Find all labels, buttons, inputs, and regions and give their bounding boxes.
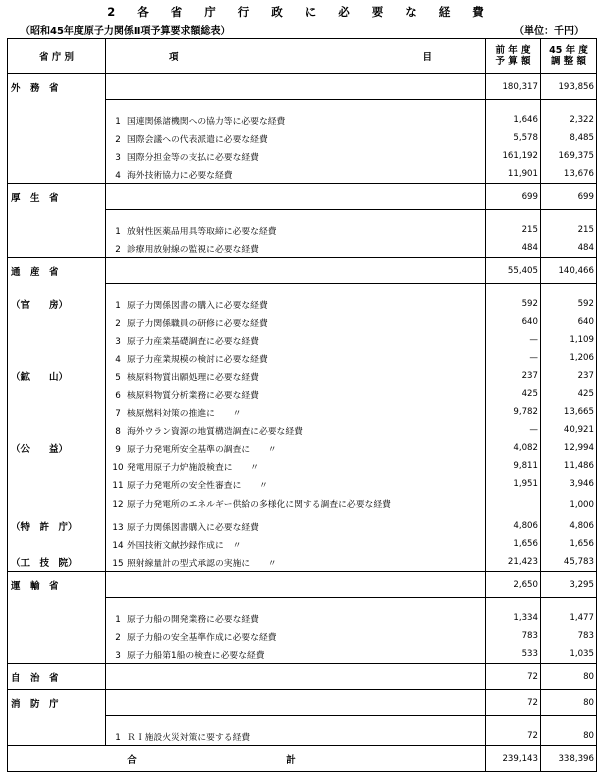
total-request: 338,396: [541, 746, 597, 772]
ministry-name: 厚 生 省: [8, 184, 106, 210]
item-row: [8, 645, 597, 664]
item-row: [8, 457, 597, 475]
item-row: [8, 239, 597, 258]
item-prev-budget: 237: [486, 367, 541, 385]
item-row: [8, 295, 597, 313]
ministry-prev-total: 72: [486, 690, 541, 716]
bureau-label: [8, 609, 106, 627]
item-prev-budget: 215: [486, 221, 541, 239]
item-number: 15: [112, 558, 124, 569]
header-item-right: 目: [422, 52, 432, 63]
item-request: 13,665: [541, 403, 597, 421]
item-request: 45,783: [541, 553, 597, 572]
total-label: 合 計: [8, 746, 486, 772]
ministry-name: 通 産 省: [8, 258, 106, 284]
bureau-label: [8, 727, 106, 746]
item-row: [8, 367, 597, 385]
item-prev-budget: 72: [486, 727, 541, 746]
spacer-cell: [106, 100, 486, 112]
item-request: 1,035: [541, 645, 597, 664]
item-number: 11: [112, 480, 124, 491]
spacer-cell: [486, 100, 541, 112]
ministry-item-blank: [106, 184, 486, 210]
bureau-label: [8, 239, 106, 258]
item-row: [8, 439, 597, 457]
header-prev-budget: [486, 39, 541, 74]
item-cell: [106, 385, 486, 403]
item-prev-budget: 1,646: [486, 111, 541, 129]
ministry-row: [8, 258, 597, 284]
item-label: 照射線量計の型式承認の実施に 〃: [127, 558, 277, 569]
bureau-label: [8, 421, 106, 439]
item-label: 原子力関係図書購入に必要な経費: [127, 522, 259, 533]
spacer-cell: [541, 210, 597, 222]
item-number: 8: [115, 426, 121, 437]
item-row: [8, 493, 597, 517]
item-number: 1: [115, 300, 121, 311]
item-request: 40,921: [541, 421, 597, 439]
bureau-label: （鉱 山）: [8, 367, 106, 385]
header-item-left: 項: [169, 52, 179, 63]
item-number: 10: [112, 462, 124, 473]
item-prev-budget: —: [486, 331, 541, 349]
item-cell: [106, 313, 486, 331]
bureau-label: （特 許 庁）: [8, 517, 106, 535]
table-body: [8, 74, 597, 772]
spacer-row: [8, 598, 597, 610]
item-cell: [106, 421, 486, 439]
item-label: 外国技術文献抄録作成に 〃: [127, 540, 242, 551]
spacer-cell: [8, 210, 106, 222]
ministry-name: 外 務 省: [8, 74, 106, 100]
ministry-prev-total: 699: [486, 184, 541, 210]
item-request: 11,486: [541, 457, 597, 475]
item-row: [8, 475, 597, 493]
item-cell: [106, 367, 486, 385]
item-row: [8, 221, 597, 239]
item-cell: [106, 727, 486, 746]
item-prev-budget: 4,806: [486, 517, 541, 535]
item-request: 237: [541, 367, 597, 385]
ministry-request-total: 80: [541, 664, 597, 690]
item-request: 169,375: [541, 147, 597, 165]
item-label: 海外技術協力に必要な経費: [127, 170, 233, 181]
item-row: [8, 331, 597, 349]
item-prev-budget: 9,811: [486, 457, 541, 475]
item-number: 1: [115, 732, 121, 743]
item-cell: [106, 475, 486, 493]
item-number: 1: [115, 614, 121, 625]
item-number: 4: [115, 170, 121, 181]
item-row: [8, 535, 597, 553]
item-request: 640: [541, 313, 597, 331]
bureau-label: [8, 111, 106, 129]
item-request: 425: [541, 385, 597, 403]
item-request: 12,994: [541, 439, 597, 457]
item-prev-budget: 484: [486, 239, 541, 258]
item-request: 1,109: [541, 331, 597, 349]
item-label: 放射性医薬品用具等取締に必要な経費: [127, 226, 277, 237]
ministry-row: [8, 690, 597, 716]
ministry-request-total: 3,295: [541, 572, 597, 598]
item-prev-budget: 9,782: [486, 403, 541, 421]
item-label: 国連関係諸機関への協力等に必要な経費: [127, 116, 286, 127]
header-ministry: 省 庁 別: [8, 39, 106, 74]
item-label: 原子力産業基礎調査に必要な経費: [127, 336, 259, 347]
item-cell: [106, 457, 486, 475]
bureau-label: [8, 349, 106, 367]
item-cell: [106, 221, 486, 239]
bureau-label: [8, 147, 106, 165]
item-row: [8, 385, 597, 403]
ministry-request-total: 80: [541, 690, 597, 716]
item-request: 1,000: [541, 493, 597, 517]
item-prev-budget: 592: [486, 295, 541, 313]
item-label: 原子力発電所の安全性審査に 〃: [127, 480, 268, 491]
bureau-label: [8, 331, 106, 349]
item-label: 核原料物質分析業務に必要な経費: [127, 390, 259, 401]
item-label: 原子力船の開発業務に必要な経費: [127, 614, 259, 625]
header-item: [106, 39, 486, 74]
ministry-row: [8, 74, 597, 100]
item-row: [8, 609, 597, 627]
item-prev-budget: 5,578: [486, 129, 541, 147]
header-request: [541, 39, 597, 74]
ministry-name: 消 防 庁: [8, 690, 106, 716]
bureau-label: [8, 535, 106, 553]
spacer-cell: [8, 716, 106, 728]
bureau-label: [8, 493, 106, 517]
spacer-row: [8, 284, 597, 296]
item-prev-budget: 783: [486, 627, 541, 645]
item-row: [8, 403, 597, 421]
header-req-line2: 調 整 額: [550, 56, 587, 67]
item-prev-budget: 4,082: [486, 439, 541, 457]
bureau-label: （工 技 院）: [8, 553, 106, 572]
item-request: 8,485: [541, 129, 597, 147]
spacer-cell: [541, 716, 597, 728]
bureau-label: [8, 221, 106, 239]
item-label: 国際分担金等の支払に必要な経費: [127, 152, 259, 163]
item-label: 原子力発電所安全基準の調査に 〃: [127, 444, 277, 455]
item-cell: [106, 147, 486, 165]
item-cell: [106, 111, 486, 129]
table-caption: （昭和45年度原子力関係Ⅱ項予算要求額総表）: [20, 26, 231, 37]
bureau-label: [8, 313, 106, 331]
ministry-request-total: 140,466: [541, 258, 597, 284]
item-request: 2,322: [541, 111, 597, 129]
item-row: [8, 165, 597, 184]
item-label: 原子力発電所のエネルギー供給の多様化に関する調査に必要な経費: [127, 500, 391, 510]
spacer-cell: [106, 598, 486, 610]
item-label: 原子力関係職員の研修に必要な経費: [127, 318, 268, 329]
item-prev-budget: 1,334: [486, 609, 541, 627]
ministry-name: 自 治 省: [8, 664, 106, 690]
bureau-label: [8, 457, 106, 475]
spacer-cell: [486, 210, 541, 222]
item-cell: [106, 165, 486, 184]
item-label: 原子力関係図書の購入に必要な経費: [127, 300, 268, 311]
item-prev-budget: 1,951: [486, 475, 541, 493]
item-request: 13,676: [541, 165, 597, 184]
item-number: 1: [115, 116, 121, 127]
item-cell: [106, 517, 486, 535]
item-number: 2: [115, 134, 121, 145]
item-row: [8, 313, 597, 331]
item-number: 12: [112, 500, 124, 510]
item-cell: [106, 609, 486, 627]
item-row: [8, 147, 597, 165]
item-row: [8, 129, 597, 147]
item-cell: [106, 535, 486, 553]
bureau-label: （公 益）: [8, 439, 106, 457]
ministry-item-blank: [106, 572, 486, 598]
bureau-label: [8, 475, 106, 493]
item-prev-budget: 640: [486, 313, 541, 331]
ministry-name: 運 輸 省: [8, 572, 106, 598]
ministry-item-blank: [106, 664, 486, 690]
spacer-cell: [486, 716, 541, 728]
item-label: 国際会議への代表派遣に必要な経費: [127, 134, 268, 145]
item-prev-budget: 11,901: [486, 165, 541, 184]
header-req-line1: 45 年 度: [549, 45, 588, 56]
item-cell: [106, 349, 486, 367]
item-cell: [106, 129, 486, 147]
ministry-row: [8, 664, 597, 690]
item-row: [8, 727, 597, 746]
item-request: 783: [541, 627, 597, 645]
ministry-item-blank: [106, 74, 486, 100]
item-row: [8, 553, 597, 572]
ministry-row: [8, 572, 597, 598]
item-prev-budget: 1,656: [486, 535, 541, 553]
bureau-label: [8, 645, 106, 664]
item-row: [8, 627, 597, 645]
item-number: 13: [112, 522, 124, 533]
ministry-prev-total: 55,405: [486, 258, 541, 284]
item-number: 7: [115, 408, 121, 419]
item-row: [8, 517, 597, 535]
item-prev-budget: —: [486, 349, 541, 367]
item-cell: [106, 239, 486, 258]
header-prev-line1: 前 年 度: [495, 45, 531, 56]
item-row: [8, 349, 597, 367]
item-prev-budget: 533: [486, 645, 541, 664]
item-cell: [106, 439, 486, 457]
item-number: 3: [115, 336, 121, 347]
ministry-prev-total: 72: [486, 664, 541, 690]
item-number: 9: [115, 444, 121, 455]
total-row: [8, 746, 597, 772]
item-label: 原子力船第1船の検査に必要な経費: [127, 650, 265, 661]
header-prev-line2: 予 算 額: [495, 56, 531, 67]
item-prev-budget: [486, 493, 541, 517]
spacer-cell: [541, 284, 597, 296]
spacer-cell: [541, 100, 597, 112]
item-label: 海外ウラン資源の地質構造調査に必要な経費: [127, 426, 303, 437]
item-row: [8, 421, 597, 439]
item-number: 14: [112, 540, 124, 551]
bureau-label: [8, 385, 106, 403]
item-cell: [106, 493, 486, 517]
item-label: 核原燃料対策の推進に 〃: [127, 408, 242, 419]
budget-table: [7, 38, 597, 772]
item-cell: [106, 331, 486, 349]
item-number: 5: [115, 372, 121, 383]
spacer-cell: [8, 284, 106, 296]
item-cell: [106, 553, 486, 572]
spacer-cell: [8, 100, 106, 112]
item-cell: [106, 627, 486, 645]
spacer-cell: [541, 598, 597, 610]
ministry-prev-total: 180,317: [486, 74, 541, 100]
page-title: 2 各 省 庁 行 政 に 必 要 な 経 費: [107, 5, 493, 19]
item-request: 215: [541, 221, 597, 239]
item-request: 1,656: [541, 535, 597, 553]
ministry-request-total: 699: [541, 184, 597, 210]
spacer-cell: [486, 284, 541, 296]
item-label: 核原料物質出願処理に必要な経費: [127, 372, 259, 383]
ministry-item-blank: [106, 690, 486, 716]
item-prev-budget: —: [486, 421, 541, 439]
spacer-cell: [486, 598, 541, 610]
bureau-label: [8, 129, 106, 147]
item-label: ＲＩ施設火災対策に要する経費: [127, 732, 251, 743]
item-request: 1,206: [541, 349, 597, 367]
item-number: 2: [115, 632, 121, 643]
item-request: 484: [541, 239, 597, 258]
spacer-cell: [106, 210, 486, 222]
item-prev-budget: 161,192: [486, 147, 541, 165]
ministry-request-total: 193,856: [541, 74, 597, 100]
item-label: 発電用原子力炉施設検査に 〃: [127, 462, 259, 473]
item-prev-budget: 425: [486, 385, 541, 403]
item-number: 3: [115, 650, 121, 661]
spacer-row: [8, 716, 597, 728]
item-label: 原子力産業規模の検討に必要な経費: [127, 354, 268, 365]
item-request: 1,477: [541, 609, 597, 627]
item-label: 診療用放射線の監視に必要な経費: [127, 244, 259, 255]
ministry-item-blank: [106, 258, 486, 284]
item-request: 3,946: [541, 475, 597, 493]
spacer-cell: [106, 284, 486, 296]
item-number: 2: [115, 318, 121, 329]
spacer-row: [8, 210, 597, 222]
item-number: 4: [115, 354, 121, 365]
item-cell: [106, 403, 486, 421]
spacer-cell: [106, 716, 486, 728]
item-number: 1: [115, 226, 121, 237]
ministry-row: [8, 184, 597, 210]
item-row: [8, 111, 597, 129]
bureau-label: [8, 403, 106, 421]
item-request: 592: [541, 295, 597, 313]
ministry-prev-total: 2,650: [486, 572, 541, 598]
bureau-label: [8, 165, 106, 184]
item-label: 原子力船の安全基準作成に必要な経費: [127, 632, 277, 643]
bureau-label: （官 房）: [8, 295, 106, 313]
bureau-label: [8, 627, 106, 645]
unit-label: （単位：千円）: [514, 26, 584, 37]
item-number: 6: [115, 390, 121, 401]
item-cell: [106, 295, 486, 313]
item-request: 80: [541, 727, 597, 746]
total-prev-budget: 239,143: [486, 746, 541, 772]
item-number: 2: [115, 244, 121, 255]
item-request: 4,806: [541, 517, 597, 535]
item-prev-budget: 21,423: [486, 553, 541, 572]
spacer-row: [8, 100, 597, 112]
spacer-cell: [8, 598, 106, 610]
item-cell: [106, 645, 486, 664]
item-number: 3: [115, 152, 121, 163]
